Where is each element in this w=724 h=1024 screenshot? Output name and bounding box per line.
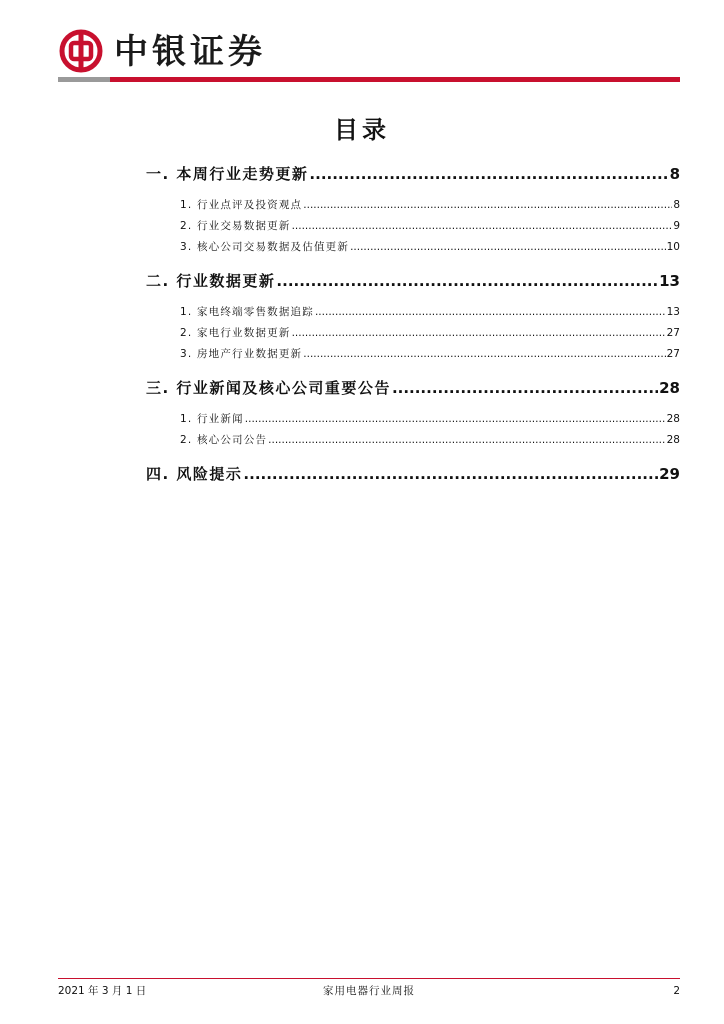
table-of-contents	[146, 162, 680, 486]
toc-item-page: 28	[666, 434, 680, 446]
header-rule-grey	[58, 77, 110, 82]
toc-leader-dots	[392, 376, 658, 400]
toc-section-label: 四. 风险提示	[146, 465, 243, 483]
toc-item[interactable]	[146, 216, 680, 237]
toc-section-label: 一. 本周行业走势更新	[146, 165, 309, 183]
toc-section-page: 8	[669, 165, 680, 183]
toc-item-label: 1. 行业新闻	[180, 413, 244, 425]
toc-item-page: 28	[666, 413, 680, 425]
toc-section-label: 二. 行业数据更新	[146, 272, 276, 290]
header-rule-red	[110, 77, 680, 82]
page-header	[58, 28, 688, 76]
toc-section-page: 13	[659, 272, 680, 290]
toc-item-label: 3. 核心公司交易数据及估值更新	[180, 241, 350, 253]
toc-leader-dots	[309, 162, 668, 186]
footer-page-number: 2	[673, 985, 680, 997]
toc-item-label: 2. 核心公司公告	[180, 434, 268, 446]
toc-leader-dots	[245, 409, 666, 430]
toc-leader-dots	[350, 237, 666, 258]
toc-section[interactable]	[146, 462, 680, 486]
toc-title: 目录	[334, 116, 390, 144]
toc-item[interactable]	[146, 195, 680, 216]
toc-leader-dots	[292, 216, 673, 237]
bank-of-china-logo-icon	[58, 28, 104, 74]
toc-item-label: 1. 家电终端零售数据追踪	[180, 306, 314, 318]
brand-name: 中银证券	[114, 32, 266, 72]
toc-item[interactable]	[146, 323, 680, 344]
toc-item-page: 13	[666, 306, 680, 318]
toc-leader-dots	[292, 323, 666, 344]
toc-leader-dots	[315, 302, 666, 323]
toc-leader-dots	[303, 344, 665, 365]
toc-leader-dots	[243, 462, 658, 486]
toc-section[interactable]	[146, 376, 680, 400]
toc-item-page: 27	[666, 348, 680, 360]
toc-item[interactable]	[146, 430, 680, 451]
toc-item[interactable]	[146, 344, 680, 365]
toc-item-page: 10	[666, 241, 680, 253]
toc-section-page: 29	[659, 465, 680, 483]
toc-leader-dots	[276, 269, 658, 293]
toc-section[interactable]	[146, 162, 680, 186]
toc-section[interactable]	[146, 269, 680, 293]
footer-rule	[58, 978, 680, 979]
toc-item[interactable]	[146, 237, 680, 258]
toc-item-label: 2. 家电行业数据更新	[180, 327, 291, 339]
toc-item-label: 1. 行业点评及投资观点	[180, 199, 303, 211]
toc-item[interactable]	[146, 409, 680, 430]
footer-date: 2021 年 3 月 1 日	[58, 985, 147, 997]
toc-item[interactable]	[146, 302, 680, 323]
toc-leader-dots	[303, 195, 672, 216]
toc-item-label: 3. 房地产行业数据更新	[180, 348, 303, 360]
toc-item-page: 27	[666, 327, 680, 339]
toc-item-page: 9	[673, 220, 680, 232]
toc-item-page: 8	[673, 199, 680, 211]
toc-leader-dots	[268, 430, 665, 451]
toc-section-page: 28	[659, 379, 680, 397]
page-footer	[58, 983, 680, 999]
footer-report-name: 家用电器行业周报	[323, 985, 415, 997]
toc-item-label: 2. 行业交易数据更新	[180, 220, 291, 232]
toc-section-label: 三. 行业新闻及核心公司重要公告	[146, 379, 391, 397]
